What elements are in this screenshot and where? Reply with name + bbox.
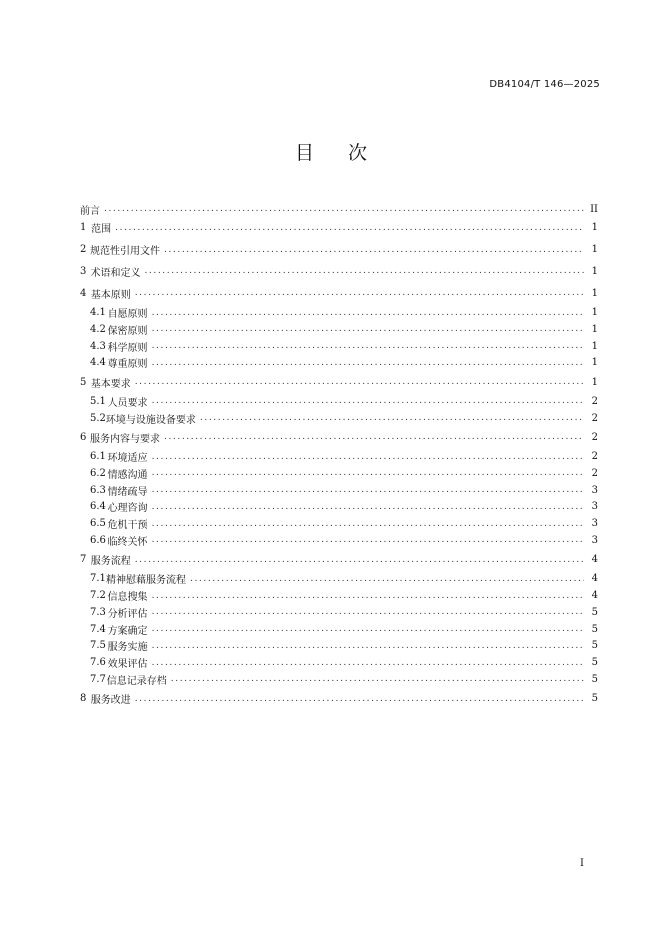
toc-entry-page: 1 (591, 376, 598, 388)
toc-entry-page: 5 (591, 673, 598, 685)
toc-entry-label: 临终关怀 (107, 536, 148, 548)
toc-entry-number: 5 (80, 376, 87, 388)
toc-entry[interactable] (80, 482, 600, 499)
toc-entry-number: 5.1 (90, 395, 106, 407)
toc-entry[interactable] (80, 201, 600, 217)
toc-entry-page: 2 (591, 412, 598, 424)
toc-entry-number: 2 (80, 244, 87, 256)
toc-leader-dots (152, 519, 584, 529)
toc-entry[interactable] (80, 671, 600, 688)
toc-leader-dots (152, 535, 584, 545)
toc-entry-number: 4 (80, 287, 87, 299)
document-code: DB4104/T 146—2025 (489, 79, 600, 90)
toc-entry-number: 4.2 (90, 323, 106, 335)
toc-entry-label: 情绪疏导 (107, 486, 148, 498)
toc-entry-label: 人员要求 (107, 397, 148, 409)
toc-entry[interactable] (80, 688, 600, 710)
toc-entry-number: 7.6 (90, 657, 106, 669)
toc-leader-dots (152, 624, 584, 634)
toc-entry[interactable] (80, 338, 600, 355)
toc-entry-page: 1 (591, 357, 598, 369)
toc-entry[interactable] (80, 304, 600, 321)
toc-entry[interactable] (80, 261, 600, 283)
toc-entry-page: 1 (591, 323, 598, 335)
toc-entry-page: 5 (591, 623, 598, 635)
toc-entry-number: 6.5 (90, 518, 106, 530)
toc-entry-label: 服务内容与要求 (90, 433, 160, 445)
toc-entry-label: 术语和定义 (90, 267, 141, 279)
toc-entry[interactable] (80, 448, 600, 465)
toc-leader-dots (152, 485, 584, 495)
toc-leader-dots (152, 468, 584, 478)
toc-entry-number: 7.3 (90, 606, 106, 618)
toc-leader-dots (135, 288, 584, 298)
toc-entry[interactable] (80, 282, 600, 304)
toc-entry-label: 前言 (80, 205, 100, 217)
toc-entry-page: 1 (591, 244, 598, 256)
toc-entry-page: 2 (591, 431, 598, 443)
toc-entry-label: 精神慰藉服务流程 (106, 575, 187, 587)
toc-entry[interactable] (80, 393, 600, 410)
toc-entry[interactable] (80, 604, 600, 621)
toc-entry[interactable] (80, 321, 600, 338)
toc-entry-label: 服务流程 (90, 556, 131, 568)
toc-entry-page: 5 (591, 640, 598, 652)
toc-entry-number: 7.1 (90, 573, 106, 585)
toc-leader-dots (144, 266, 584, 276)
toc-entry-number: 7.4 (90, 623, 106, 635)
toc-entry-label: 信息记录存档 (106, 675, 167, 687)
toc-leader-dots (171, 674, 584, 684)
toc-entry-label: 心理咨询 (107, 503, 148, 515)
toc-entry-number: 8 (80, 693, 87, 705)
toc-entry[interactable] (80, 571, 600, 588)
footer-page-number: I (580, 858, 584, 869)
toc-entry-page: 3 (591, 501, 598, 513)
toc-leader-dots (164, 432, 584, 442)
toc-entry-page: 1 (591, 287, 598, 299)
toc-leader-dots (152, 641, 584, 651)
toc-leader-dots (135, 555, 584, 565)
toc-entry-page: 2 (591, 467, 598, 479)
toc-entry[interactable] (80, 638, 600, 655)
toc-entry-number: 6 (80, 431, 87, 443)
toc-entry-label: 环境适应 (107, 453, 148, 465)
toc-entry-label: 基本原则 (90, 289, 131, 301)
toc-leader-dots (135, 694, 584, 704)
toc-entry-number: 5.2 (90, 412, 106, 424)
toc-entry-page: 3 (591, 484, 598, 496)
toc-entry-page: 3 (591, 518, 598, 530)
toc-entry-label: 危机干预 (107, 520, 148, 532)
toc-entry-number: 7 (80, 554, 87, 566)
toc-entry[interactable] (80, 465, 600, 482)
toc-leader-dots (152, 324, 584, 334)
toc-leader-dots (104, 204, 584, 214)
toc-entry-page: 1 (591, 222, 598, 234)
toc-entry-number: 4.4 (90, 357, 106, 369)
toc-leader-dots (152, 502, 584, 512)
toc-entry-label: 情感沟通 (107, 469, 148, 481)
toc-entry[interactable] (80, 532, 600, 549)
toc-entry[interactable] (80, 410, 600, 427)
toc-entry-page: 2 (591, 395, 598, 407)
toc-entry[interactable] (80, 426, 600, 448)
toc-leader-dots (190, 574, 584, 584)
toc-leader-dots (152, 658, 584, 668)
toc-entry-number: 4.1 (90, 307, 106, 319)
toc-entry-label: 服务实施 (107, 642, 148, 654)
toc-leader-dots (135, 377, 584, 387)
toc-entry[interactable] (80, 239, 600, 261)
toc-entry-number: 3 (80, 265, 87, 277)
toc-entry[interactable] (80, 549, 600, 571)
toc-entry-number: 4.3 (90, 340, 106, 352)
toc-entry-number: 6.6 (90, 534, 106, 546)
toc-entry[interactable] (80, 621, 600, 638)
toc-entry-label: 信息搜集 (107, 592, 148, 604)
toc-leader-dots (152, 358, 584, 368)
toc-leader-dots (152, 452, 584, 462)
toc-entry-page: 4 (591, 590, 598, 602)
toc-entry[interactable] (80, 354, 600, 371)
toc-entry-number: 7.2 (90, 590, 106, 602)
toc-entry[interactable] (80, 499, 600, 516)
toc-leader-dots (152, 341, 584, 351)
page-title: 目次 (294, 142, 401, 164)
toc-entry-page: 3 (591, 534, 598, 546)
toc-entry[interactable] (80, 515, 600, 532)
toc-entry-page: 1 (591, 265, 598, 277)
toc-entry-number: 6.2 (90, 467, 106, 479)
toc-leader-dots (115, 223, 584, 233)
toc-entry-page: 1 (591, 340, 598, 352)
toc-entry-label: 方案确定 (107, 625, 148, 637)
toc-entry[interactable] (80, 217, 600, 239)
toc-entry-page: 5 (591, 657, 598, 669)
toc-entry-label: 自愿原则 (107, 309, 148, 321)
toc-entry-label: 规范性引用文件 (90, 246, 160, 258)
toc-entry[interactable] (80, 654, 600, 671)
toc-entry-number: 7.5 (90, 640, 106, 652)
toc-entry-page: 4 (591, 554, 598, 566)
toc-entry-number: 6.3 (90, 484, 106, 496)
toc-leader-dots (152, 308, 584, 318)
toc-entry-number: 6.4 (90, 501, 106, 513)
toc-entry-number: 6.1 (90, 451, 106, 463)
table-of-contents (80, 201, 600, 710)
toc-entry-label: 分析评估 (107, 608, 148, 620)
toc-entry-label: 保密原则 (107, 325, 148, 337)
toc-entry-label: 科学原则 (107, 342, 148, 354)
toc-entry-page: 1 (591, 307, 598, 319)
toc-entry-label: 效果评估 (107, 659, 148, 671)
toc-entry-page: 5 (591, 693, 598, 705)
toc-entry[interactable] (80, 587, 600, 604)
toc-entry-number: 1 (80, 222, 87, 234)
toc-entry-label: 范围 (91, 224, 112, 236)
toc-entry-page: 5 (591, 606, 598, 618)
toc-entry-page: II (590, 203, 598, 215)
toc-entry-label: 服务改进 (90, 695, 131, 707)
toc-entry-page: 4 (591, 573, 598, 585)
toc-entry-label: 环境与设施设备要求 (105, 414, 196, 426)
toc-leader-dots (152, 591, 584, 601)
toc-entry-page: 2 (591, 451, 598, 463)
toc-leader-dots (164, 245, 584, 255)
toc-entry-label: 基本要求 (90, 378, 131, 390)
toc-entry-number: 7.7 (90, 673, 106, 685)
toc-leader-dots (200, 413, 584, 423)
toc-leader-dots (152, 607, 584, 617)
toc-entry-label: 尊重原则 (107, 359, 148, 371)
toc-entry[interactable] (80, 371, 600, 393)
toc-leader-dots (152, 396, 584, 406)
